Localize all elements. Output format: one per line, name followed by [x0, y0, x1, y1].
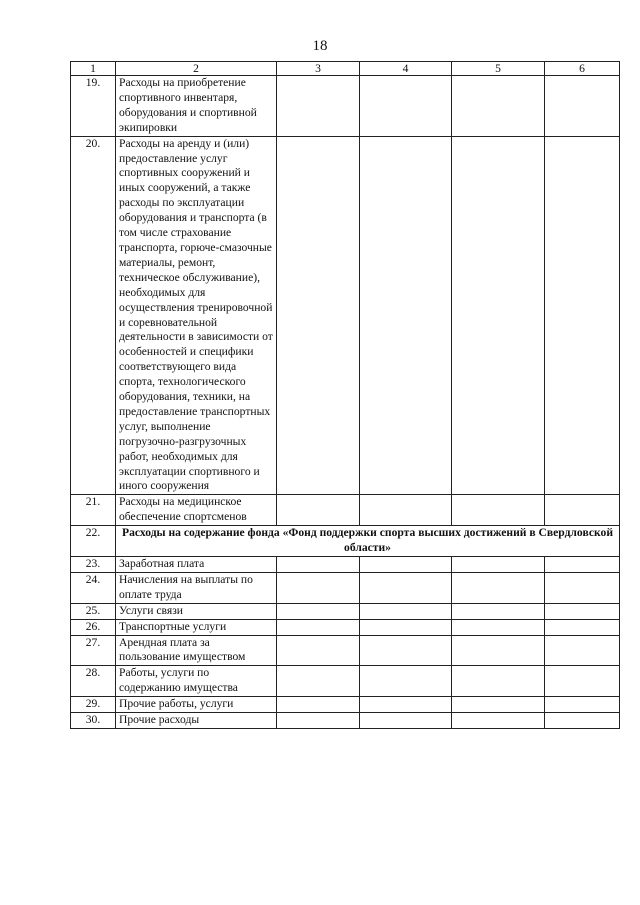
empty-cell: [452, 603, 545, 619]
row-number: 30.: [71, 713, 116, 729]
row-description: Арендная плата за пользование имуществом: [116, 635, 277, 666]
row-number: 24.: [71, 572, 116, 603]
table-header-row: [71, 62, 620, 76]
row-number: 29.: [71, 697, 116, 713]
table-row: [71, 572, 620, 603]
column-header: 5: [452, 62, 545, 76]
section-title: Расходы на содержание фонда «Фонд поддержки спорта высших достижений в Свердловской области»: [116, 526, 620, 557]
table-row: [71, 495, 620, 526]
row-description: Услуги связи: [116, 603, 277, 619]
empty-cell: [545, 635, 620, 666]
empty-cell: [545, 136, 620, 495]
empty-cell: [545, 557, 620, 573]
empty-cell: [452, 495, 545, 526]
column-header: 3: [277, 62, 360, 76]
empty-cell: [452, 572, 545, 603]
empty-cell: [360, 603, 452, 619]
empty-cell: [545, 713, 620, 729]
empty-cell: [277, 136, 360, 495]
empty-cell: [452, 557, 545, 573]
row-number: 27.: [71, 635, 116, 666]
empty-cell: [360, 697, 452, 713]
empty-cell: [277, 713, 360, 729]
empty-cell: [545, 619, 620, 635]
empty-cell: [277, 666, 360, 697]
empty-cell: [277, 635, 360, 666]
row-description: Прочие работы, услуги: [116, 697, 277, 713]
empty-cell: [452, 76, 545, 137]
row-description: Расходы на медицинское обеспечение спортсменов: [116, 495, 277, 526]
table-row: [71, 635, 620, 666]
table-row: [71, 666, 620, 697]
empty-cell: [360, 572, 452, 603]
empty-cell: [277, 495, 360, 526]
table-row: [71, 557, 620, 573]
empty-cell: [452, 697, 545, 713]
empty-cell: [360, 635, 452, 666]
column-header: 1: [71, 62, 116, 76]
empty-cell: [277, 697, 360, 713]
empty-cell: [277, 603, 360, 619]
empty-cell: [277, 557, 360, 573]
row-description: Прочие расходы: [116, 713, 277, 729]
row-description: Расходы на приобретение спортивного инвентаря, оборудования и спортивной экипировки: [116, 76, 277, 137]
empty-cell: [277, 572, 360, 603]
empty-cell: [545, 495, 620, 526]
table-row: [71, 713, 620, 729]
column-header: 4: [360, 62, 452, 76]
row-description: Заработная плата: [116, 557, 277, 573]
empty-cell: [452, 136, 545, 495]
empty-cell: [452, 635, 545, 666]
column-header: 2: [116, 62, 277, 76]
empty-cell: [360, 666, 452, 697]
empty-cell: [277, 619, 360, 635]
empty-cell: [360, 557, 452, 573]
table-row: [71, 697, 620, 713]
empty-cell: [360, 76, 452, 137]
empty-cell: [545, 697, 620, 713]
row-number: 28.: [71, 666, 116, 697]
empty-cell: [452, 713, 545, 729]
table-row: [71, 76, 620, 137]
row-description: Транспортные услуги: [116, 619, 277, 635]
row-number: 26.: [71, 619, 116, 635]
empty-cell: [360, 136, 452, 495]
row-description: Работы, услуги по содержанию имущества: [116, 666, 277, 697]
row-number: 19.: [71, 76, 116, 137]
expense-table: [70, 61, 620, 729]
empty-cell: [360, 619, 452, 635]
empty-cell: [277, 76, 360, 137]
row-number: 23.: [71, 557, 116, 573]
empty-cell: [545, 603, 620, 619]
row-number: 21.: [71, 495, 116, 526]
empty-cell: [360, 713, 452, 729]
column-header: 6: [545, 62, 620, 76]
empty-cell: [452, 666, 545, 697]
row-number: 25.: [71, 603, 116, 619]
empty-cell: [545, 76, 620, 137]
table-row: [71, 136, 620, 495]
table-row: [71, 603, 620, 619]
row-number: 20.: [71, 136, 116, 495]
table-row: [71, 619, 620, 635]
page-number: 18: [312, 38, 328, 54]
row-description: Начисления на выплаты по оплате труда: [116, 572, 277, 603]
row-description: Расходы на аренду и (или) предоставление услуг спортивных сооружений и иных сооружений, а также расходы по эксплуатации оборудования и транспорта (в том числе страхование транспорта, горюче-смазочные материалы, ремонт, техническое обслуживание), необходимых для осуществления тренировочной и соревновательной деятельности в зависимости от особенностей и специфики соответствующего вида спорта, технологического оборудования, техники, на предоставление транспортных услуг, выполнение погрузочно-разгрузочных работ, необходимых для эксплуатации спортивного и иного сооружения: [116, 136, 277, 495]
empty-cell: [360, 495, 452, 526]
table-row: [71, 526, 620, 557]
row-number: 22.: [71, 526, 116, 557]
empty-cell: [545, 666, 620, 697]
empty-cell: [452, 619, 545, 635]
empty-cell: [545, 572, 620, 603]
